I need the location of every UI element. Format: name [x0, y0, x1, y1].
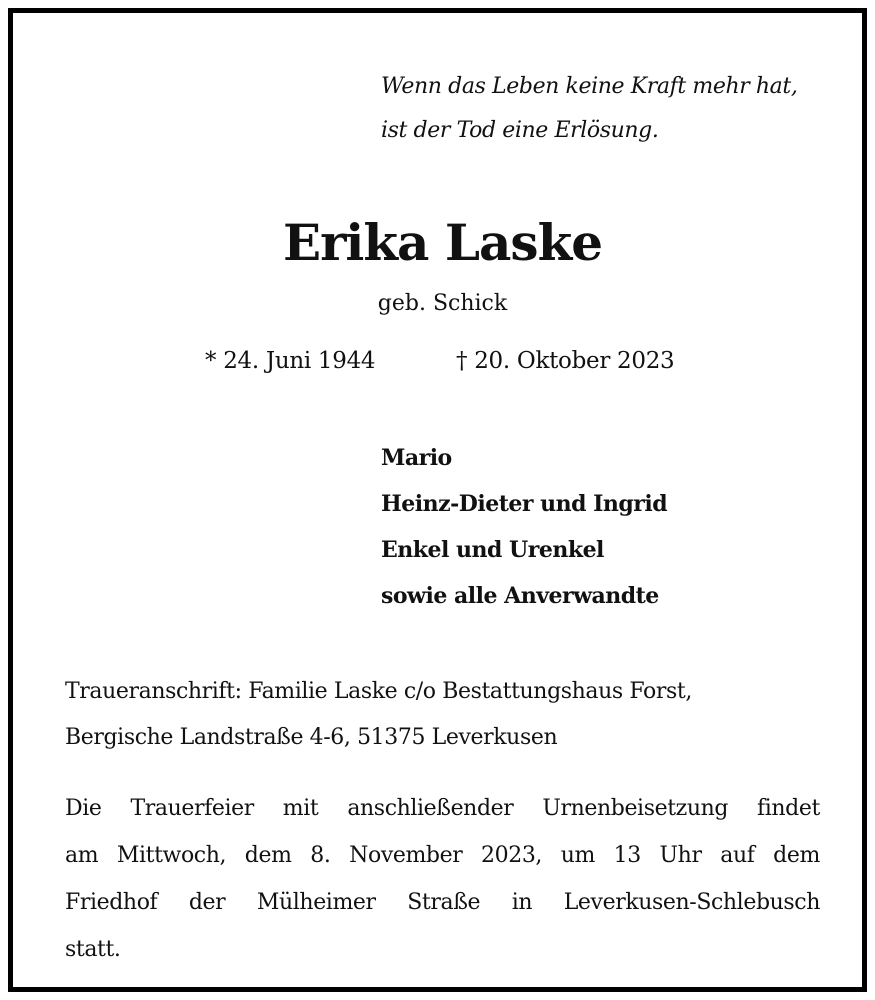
- ceremony-word: dem: [773, 843, 820, 868]
- ceremony-word: findet: [757, 796, 820, 821]
- ceremony-word: der: [188, 890, 226, 915]
- ceremony-line-1: [65, 785, 820, 832]
- ceremony-word: November: [349, 843, 463, 868]
- ceremony-line-4: statt.: [65, 937, 121, 962]
- ceremony-word: 8.: [310, 843, 331, 868]
- ceremony-word: Uhr: [659, 843, 702, 868]
- life-dates: [13, 345, 872, 377]
- mourning-address: [65, 669, 825, 761]
- ceremony-word: Leverkusen-Schlebusch: [563, 890, 820, 915]
- birth-date: * 24. Juni 1944: [205, 348, 376, 374]
- ceremony-line-3: [65, 879, 820, 926]
- ceremony-word: um: [560, 843, 595, 868]
- ceremony-word: dem: [244, 843, 292, 868]
- address-line-1: Traueranschrift: Familie Laske c/o Bestattungshaus Forst,: [65, 679, 692, 704]
- ceremony-notice: [65, 785, 820, 973]
- ceremony-line-2: [65, 832, 820, 879]
- mourner-item: Enkel und Urenkel: [381, 537, 604, 563]
- ceremony-word: 2023,: [481, 843, 543, 868]
- quote-line-1: Wenn das Leben keine Kraft mehr hat,: [381, 74, 798, 99]
- memorial-quote: [381, 65, 851, 153]
- quote-line-2: ist der Tod eine Erlösung.: [381, 118, 659, 143]
- address-line-2: Bergische Landstraße 4-6, 51375 Leverkusen: [65, 725, 558, 750]
- ceremony-word: Mittwoch,: [116, 843, 227, 868]
- ceremony-word: Trauerfeier: [130, 796, 254, 821]
- mourner-item: Heinz-Dieter und Ingrid: [381, 491, 668, 517]
- mourner-item: sowie alle Anverwandte: [381, 583, 659, 609]
- deceased-name: Erika Laske: [282, 213, 603, 272]
- ceremony-word: mit: [282, 796, 319, 821]
- mourners-list: [381, 435, 841, 619]
- death-date: † 20. Oktober 2023: [456, 348, 675, 374]
- obituary-frame: [8, 8, 867, 992]
- ceremony-word: Urnenbeisetzung: [542, 796, 729, 821]
- ceremony-word: Friedhof: [65, 890, 158, 915]
- ceremony-word: in: [511, 890, 533, 915]
- ceremony-word: Straße: [407, 890, 481, 915]
- ceremony-word: anschließender: [347, 796, 514, 821]
- mourner-item: Mario: [381, 445, 452, 471]
- ceremony-word: Mülheimer: [256, 890, 376, 915]
- ceremony-word: Die: [65, 796, 102, 821]
- maiden-name: geb. Schick: [377, 291, 508, 316]
- ceremony-word: 13: [613, 843, 641, 868]
- ceremony-word: auf: [720, 843, 755, 868]
- ceremony-word: am: [65, 843, 99, 868]
